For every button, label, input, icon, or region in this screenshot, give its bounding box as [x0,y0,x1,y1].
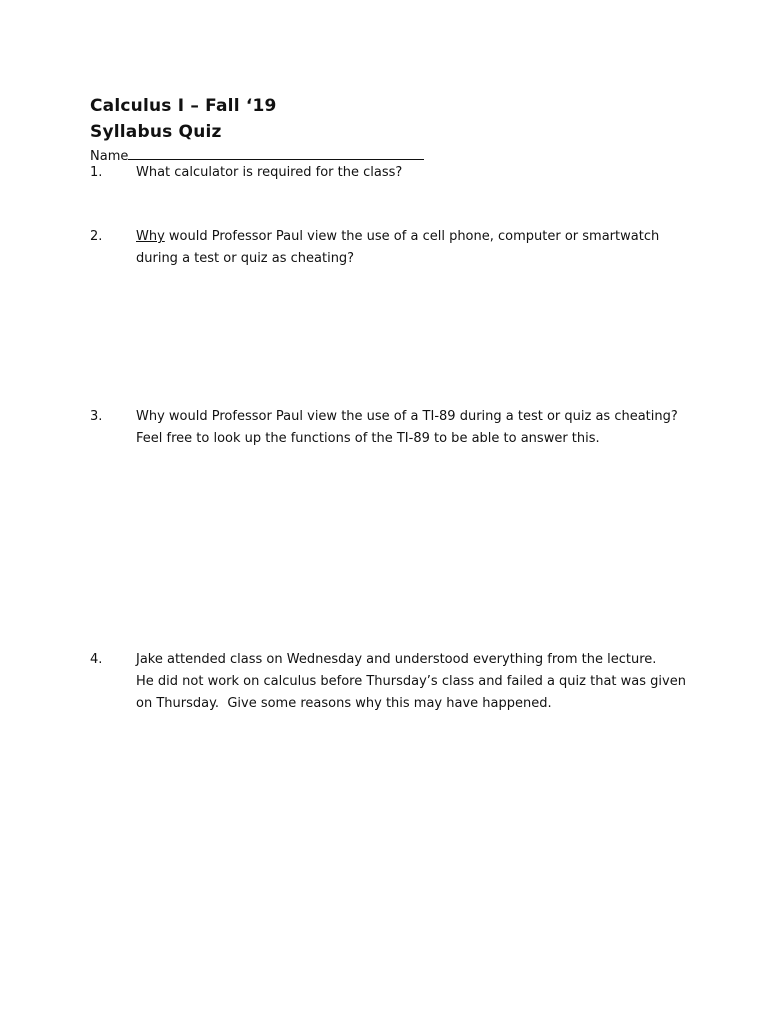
question-line: Feel free to look up the functions of the TI-89 to be able to answer this. [136,431,600,446]
question-text [136,649,710,715]
question-line: on Thursday. Give some reasons why this may have happened. [136,696,552,711]
question-number: 4. [90,652,103,667]
question-line-rest: would Professor Paul view the use of a cell phone, computer or smartwatch [164,229,660,244]
underlined-word: Why [136,229,165,244]
question-line: Why would Professor Paul view the use of a TI-89 during a test or quiz as cheating? [136,409,678,424]
question-3 [90,406,710,450]
question-text [136,226,710,270]
question-line: He did not work on calculus before Thursday’s class and failed a quiz that was given [136,674,686,689]
name-blank-line[interactable] [128,146,424,160]
course-title: Calculus I – Fall ‘19 [90,96,277,116]
question-number: 1. [90,165,103,180]
question-line: What calculator is required for the class? [136,165,403,180]
quiz-title: Syllabus Quiz [90,122,222,142]
question-text [136,406,710,450]
name-label: Name [90,149,129,164]
question-1 [90,162,710,184]
question-line: during a test or quiz as cheating? [136,251,355,266]
question-4 [90,649,710,715]
question-line [136,226,710,248]
question-line: Jake attended class on Wednesday and understood everything from the lecture. [136,652,657,667]
question-2 [90,226,710,270]
question-number: 2. [90,229,103,244]
question-number: 3. [90,409,103,424]
question-text [136,162,710,184]
